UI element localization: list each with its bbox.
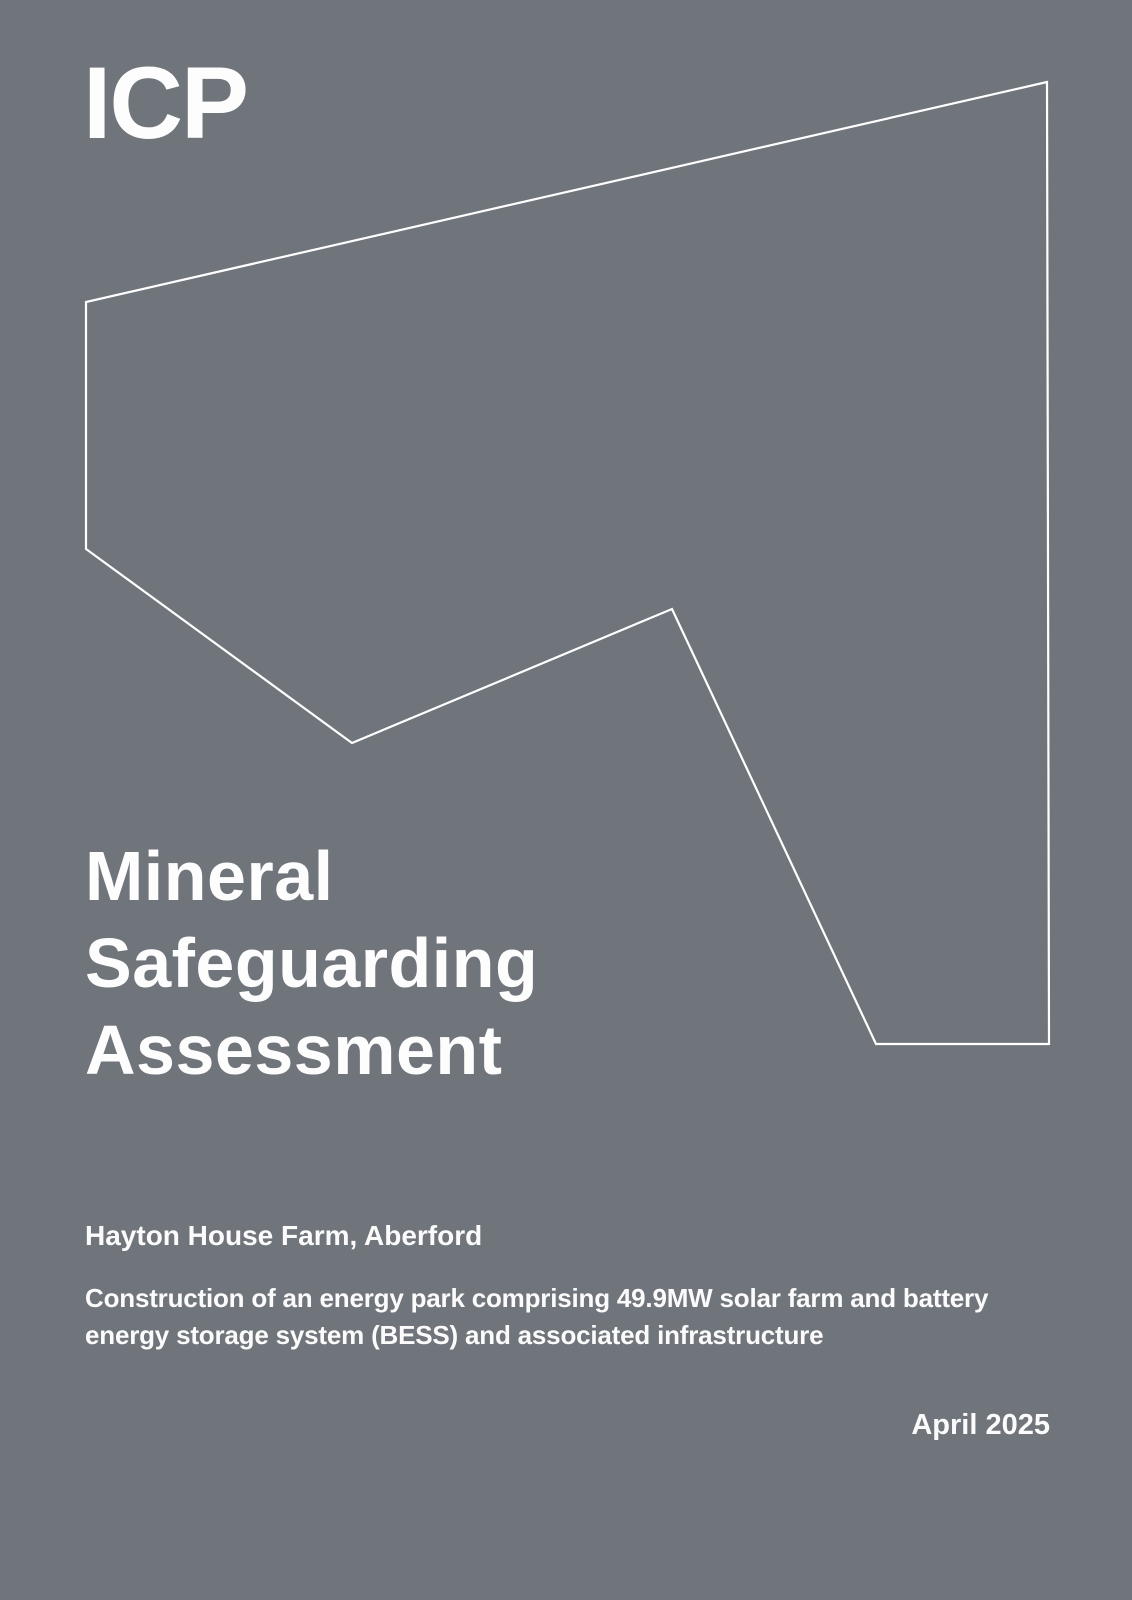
icp-logo: ICP <box>83 46 248 160</box>
project-description <box>85 1280 988 1354</box>
report-title-line-1: Mineral <box>85 837 334 915</box>
report-title-line-2: Safeguarding <box>85 924 539 1002</box>
report-title-line-3: Assessment <box>85 1011 503 1089</box>
project-description-line-2: energy storage system (BESS) and associated infrastructure <box>85 1320 824 1350</box>
project-description-line-1: Construction of an energy park comprising 49.9MW solar farm and battery <box>85 1283 989 1313</box>
report-date: April 2025 <box>911 1409 1050 1441</box>
report-title <box>85 833 538 1094</box>
site-name: Hayton House Farm, Aberford <box>85 1220 483 1251</box>
